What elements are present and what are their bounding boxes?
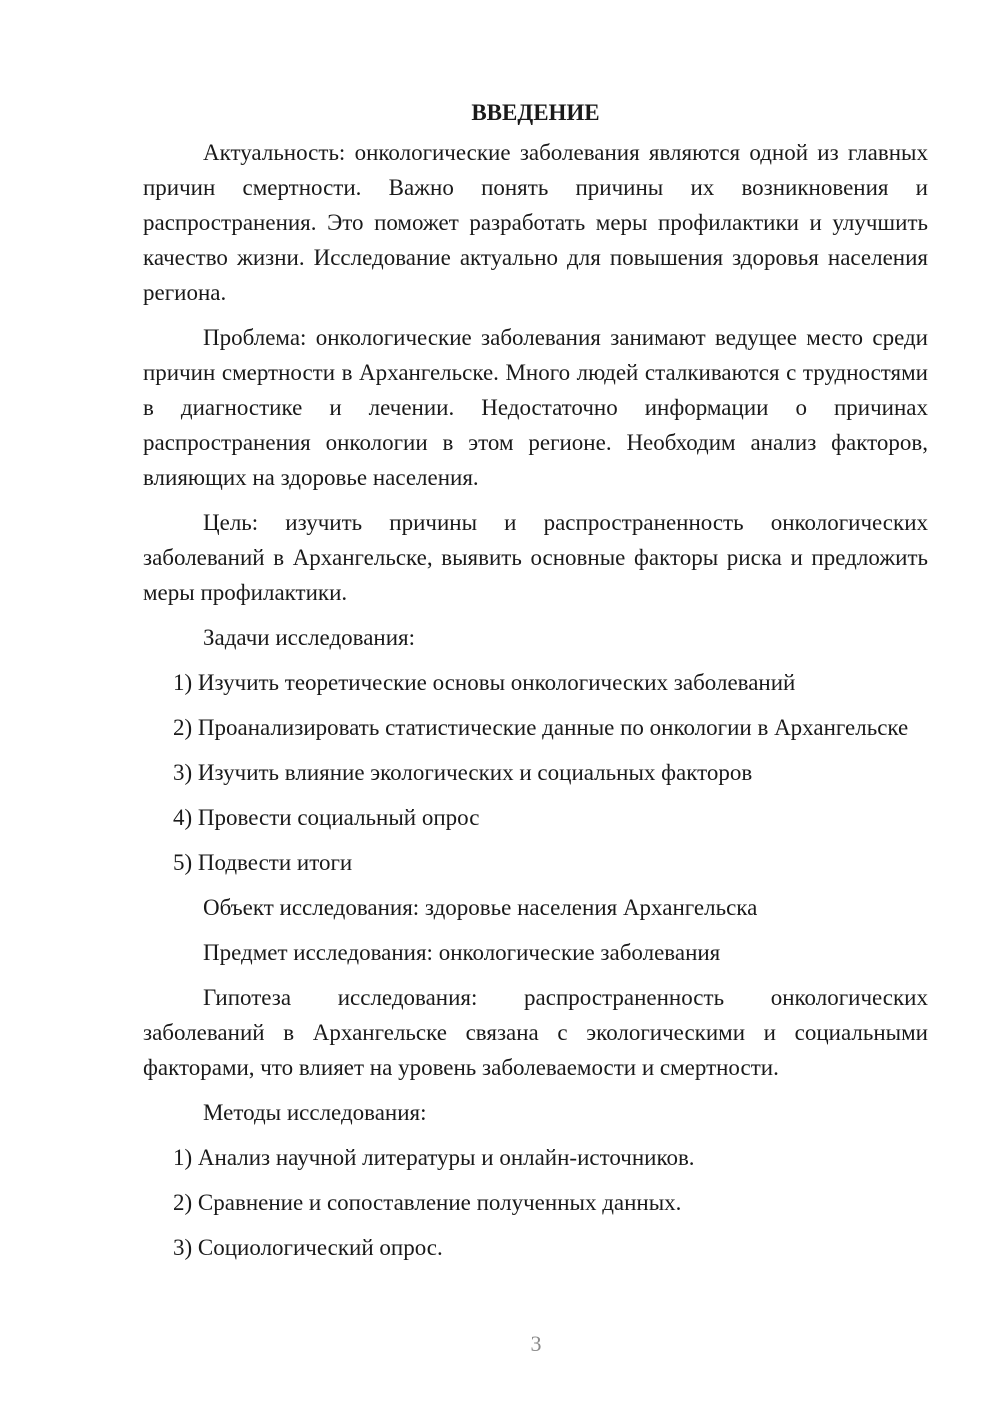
problem-paragraph: Проблема: онкологические заболевания занимают ведущее место среди причин смертности в Архангельске. Много людей сталкиваются с трудностями в диагностике и лечении. Недостаточно информации о причинах распространения онкологии в этом регионе. Необходим анализ факторов, влияющих на здоровье населения. (143, 325, 928, 490)
hypothesis-paragraph: Гипотеза исследования: распространенность онкологических заболеваний в Архангельске связана с экологическими и социальными факторами, что влияет на уровень заболеваемости и смертности. (143, 985, 928, 1080)
task-item: 4) Провести социальный опрос (173, 805, 480, 830)
object-line: Объект исследования: здоровье населения Архангельска (203, 895, 758, 920)
task-item: 1) Изучить теоретические основы онкологических заболеваний (173, 670, 796, 695)
relevance-paragraph: Актуальность: онкологические заболевания являются одной из главных причин смертности. Важно понять причины их возникновения и распространения. Это поможет разработать меры профилактики и улучшить качество жизни. Исследование актуально для повышения здоровья населения региона. (143, 140, 928, 305)
goal-paragraph: Цель: изучить причины и распространенность онкологических заболеваний в Архангельске, выявить основные факторы риска и предложить меры профилактики. (143, 510, 928, 605)
section-heading: ВВЕДЕНИЕ (471, 100, 600, 125)
document-page (143, 95, 928, 1275)
method-item: 3) Социологический опрос. (173, 1235, 443, 1260)
task-item: 3) Изучить влияние экологических и социальных факторов (173, 760, 753, 785)
task-item: 5) Подвести итоги (173, 850, 353, 875)
method-item: 1) Анализ научной литературы и онлайн-источников. (173, 1145, 695, 1170)
task-item: 2) Проанализировать статистические данные по онкологии в Архангельске (173, 715, 909, 740)
subject-line: Предмет исследования: онкологические заболевания (203, 940, 721, 965)
page-number: 3 (530, 1331, 542, 1356)
methods-title: Методы исследования: (203, 1100, 427, 1125)
method-item: 2) Сравнение и сопоставление полученных данных. (173, 1190, 682, 1215)
tasks-title: Задачи исследования: (203, 625, 416, 650)
